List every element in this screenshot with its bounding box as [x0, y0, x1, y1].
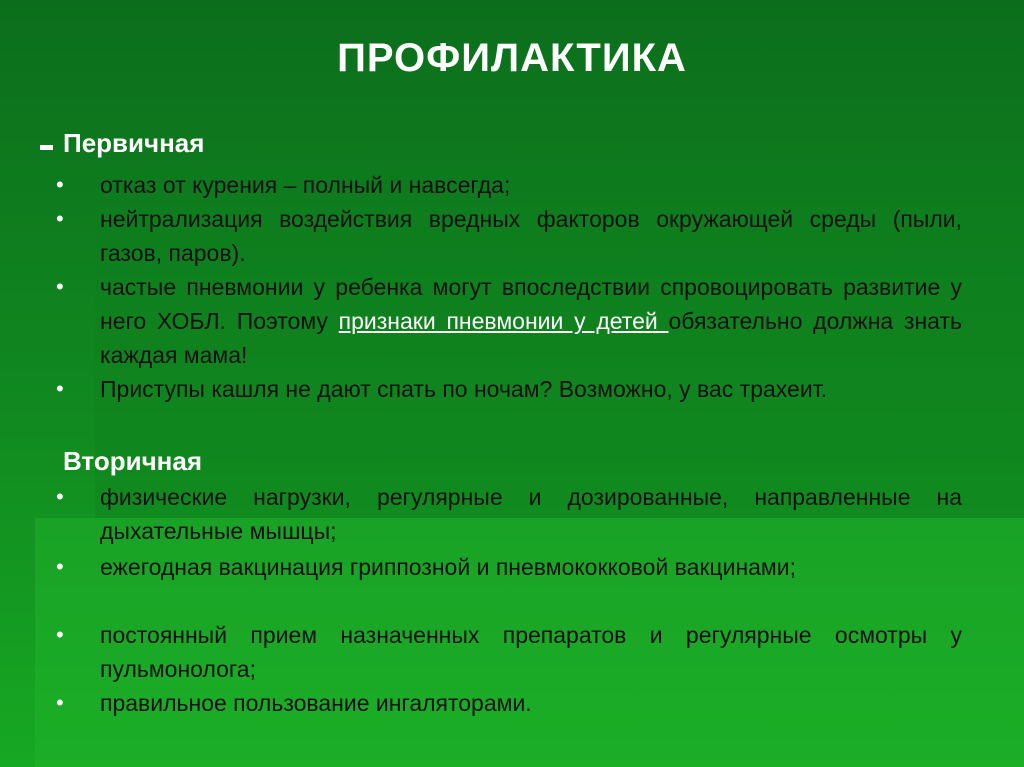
bullet-marker: •	[56, 690, 64, 715]
bullet-marker: •	[56, 554, 64, 579]
primary-heading: Первичная	[63, 128, 205, 158]
dash-marker	[40, 145, 53, 150]
bullet-marker: •	[56, 172, 64, 197]
primary-item-1: отказ от курения – полный и навсегда;	[100, 172, 511, 198]
primary-item-2: нейтрализация воздействия вредных факторов окружающей среды (пыли, газов, паров).	[100, 206, 962, 266]
bullet-marker: •	[56, 206, 64, 231]
bullet-marker: •	[56, 622, 64, 647]
secondary-item-3: постоянный прием назначенных препаратов и регулярные осмотры у пульмонолога;	[100, 622, 962, 682]
primary-item-3-text: частые пневмонии у ребенка могут впоследствии спровоцировать развитие у него ХОБЛ. Поэтому	[100, 274, 962, 334]
secondary-item-2: ежегодная вакцинация гриппозной и пневмококковой вакцинами;	[100, 554, 796, 580]
secondary-item-1: физические нагрузки, регулярные и дозированные, направленные на дыхательные мышцы;	[100, 484, 962, 544]
secondary-item-4: правильное пользование ингаляторами.	[100, 690, 532, 716]
pneumonia-signs-link[interactable]: признаки пневмонии у детей	[338, 308, 669, 334]
bullet-marker: •	[56, 376, 64, 401]
bullet-marker: •	[56, 274, 64, 299]
primary-item-4: Приступы кашля не дают спать по ночам? Возможно, у вас трахеит.	[100, 376, 828, 402]
secondary-heading: Вторичная	[63, 446, 203, 476]
primary-item-3-text-end: обязательно должна знать каждая мама!	[100, 308, 962, 368]
slide-title: ПРОФИЛАКТИКА	[337, 36, 687, 80]
primary-item-3	[100, 270, 962, 372]
bullet-marker: •	[56, 484, 64, 509]
